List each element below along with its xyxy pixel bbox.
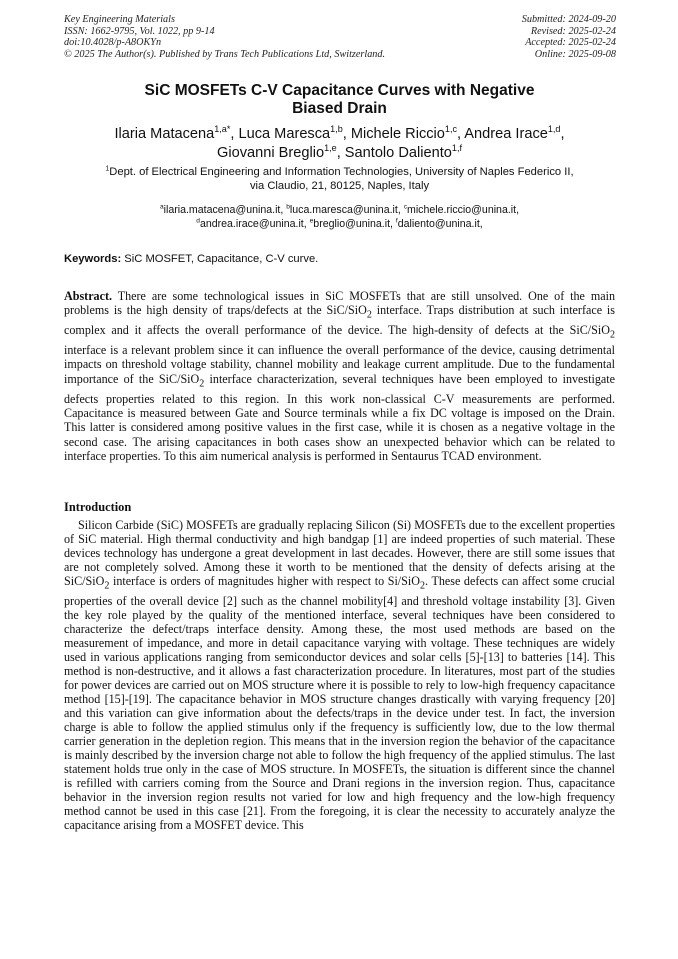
date-accepted: Accepted: 2025-02-24 (525, 37, 616, 49)
keywords (64, 253, 615, 266)
title-line: Biased Drain (292, 100, 387, 117)
submission-dates (522, 14, 616, 60)
author-emails (64, 204, 615, 231)
affiliation-line: via Claudio, 21, 80125, Naples, Italy (249, 179, 430, 192)
section-heading-introduction: Introduction (64, 500, 132, 514)
abstract-label: Abstract. (64, 289, 113, 303)
affiliation (64, 166, 615, 194)
journal-name: Key Engineering Materials (64, 14, 175, 25)
date-revised: Revised: 2025-02-24 (530, 25, 616, 37)
journal-doi: doi:10.4028/p-A8OKYn (64, 37, 162, 49)
abstract (64, 289, 615, 464)
affiliation-line: $^1$Dept. of Electrical Engineering and Information Technologies, University of Naples Federico II, (105, 165, 574, 178)
keywords-label: Keywords: (64, 253, 122, 265)
keywords-text: SiC MOSFET, Capacitance, C-V curve. (121, 253, 319, 265)
author-line: Ilaria Matacena$^{1,a*}$, Luca Maresca$^{1,b}$, Michele Riccio$^{1,c}$, Andrea Irace$^{1,d}$, (114, 124, 565, 142)
email-line: $^a$ilaria.matacena@unina.it, $^b$luca.maresca@unina.it, $^c$michele.riccio@unina.it, (159, 203, 520, 216)
journal-info (64, 14, 385, 60)
author-list (64, 125, 615, 162)
date-online: Online: 2025-09-08 (534, 48, 616, 60)
journal-copyright: © 2025 The Author(s). Published by Trans Tech Publications Ltd, Switzerland. (64, 48, 386, 60)
journal-issn: ISSN: 1662-9795, Vol. 1022, pp 9-14 (64, 25, 215, 37)
date-submitted: Submitted: 2024-09-20 (521, 14, 616, 25)
introduction-paragraph: Silicon Carbide (SiC) MOSFETs are gradually replacing Silicon (Si) MOSFETs due to the excellent properties of SiC material. High thermal conductivity and high bandgap [1] are indeed properties of such material. These devices technology has undergone a great development in last decades. However, there are still some issues that are not completely solved. Among these it worth to be mentioned that the density of defects arising at the SiC/SiO$_2$ interface is orders of magnitudes higher with respect to Si/SiO$_2$. These defects can affect some crucial properties of the overall device [2] such as the channel mobility[4] and threshold voltage instability [3]. Given the key role played by the quality of the mentioned interface, several techniques have been considered to characterize the defect/traps interface density. Among these, the most used methods are based on the measurement of impedance, and more in detail capacitance varying with voltage. These techniques are widely used in various applications ranging from semiconductor devices and solar cells [5]-[13] to batteries [14]. This method is non-destructive, and it allows a fast characterization procedure. In literatures, most part of the studies for power devices are carried out on MOS structure where it is possible to rely to low-high frequency capacitance method [15]-[19]. The capacitance behavior in MOS structure changes drastically with varying frequency [20] and this variation can give information about the defects/traps in the device under test. In fact, the inversion charge is able to follow the applied stimulus only if the frequency is sufficiently low, due to the low thermal carrier generation in the depletion region. This means that in the inversion region the behavior of the capacitance is mainly described by the inversion charge not able to follow the high frequency of the applied stimulus. The last statement holds true only in the case of MOS structure. In MOSFETs, the situation is different since the channel is refilled with carriers coming from the Source and Drani regions in the inversion region. Thus, capacitance behavior in the inversion region results not varied for low and high frequency and the low-high frequency method cannot be used in this case [21]. From the foregoing, it is clear the necessity to accurately analyze the capacitance arising from a MOSFET device. This (64, 518, 616, 833)
title-line: SiC MOSFETs C-V Capacitance Curves with Negative (144, 82, 535, 99)
abstract-text: There are some technological issues in SiC MOSFETs that are still unsolved. One of the main problems is the high density of traps/defects at the SiC/SiO$_2$ interface. Traps distribution at such interface is complex and it affects the overall performance of the device. The high-density of defects at the SiC/SiO$_2$ interface is a relevant problem since it can influence the overall performance of the device, causing detrimental impacts on threshold voltage stability, channel mobility and leakage current amplitude. Due to the fundamental importance of the SiC/SiO$_2$ interface characterization, several techniques have been employed to investigate defects properties related to this region. In this work non-classical C-V measurements are performed. Capacitance is measured between Gate and Source terminals while a fix DC voltage is imposed on the Drain. This latter is considered among positive values in the first case, while it is chosen as a negative voltage in the second case. The arising capacitances in both cases show an unexpected behavior which can be related to interface properties. To this aim numerical analysis is performed in Sentaurus TCAD environment. (64, 289, 615, 464)
email-line: $^d$andrea.irace@unina.it, $^e$breglio@unina.it, $^f$daliento@unina.it, (196, 217, 483, 230)
paper-title (64, 82, 615, 118)
author-line: Giovanni Breglio$^{1,e}$, Santolo Daliento$^{1,f}$ (217, 142, 462, 161)
